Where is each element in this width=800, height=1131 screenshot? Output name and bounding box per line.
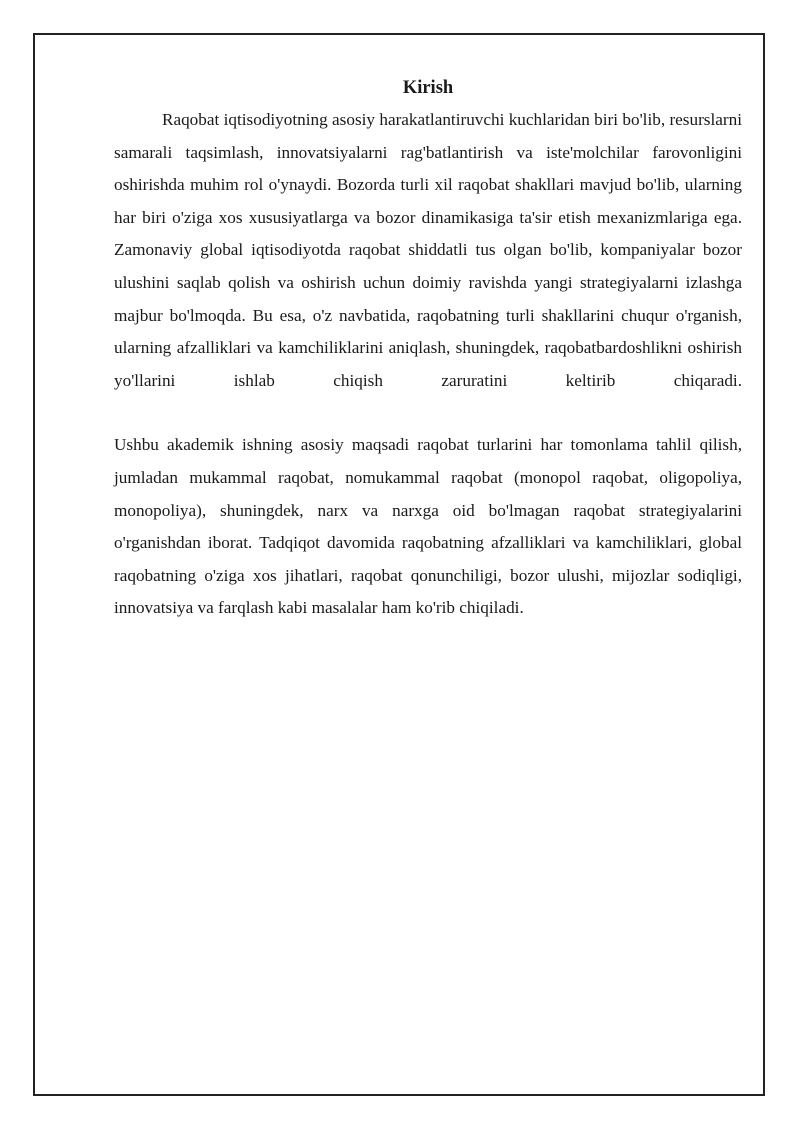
intro-paragraph-1: Raqobat iqtisodiyotning asosiy harakatlantiruvchi kuchlaridan biri bo'lib, resurslarni samarali taqsimlash, innovatsiyalarni rag'batlantirish va iste'molchilar farovonligini oshirishda muhim rol o'ynaydi. Bozorda turli xil raqobat shakllari mavjud bo'lib, ularning har biri o'ziga xos xususiyatlarga va bozor dinamikasiga ta'sir etish mexanizmlariga ega. Zamonaviy global iqtisodiyotda raqobat shiddatli tus olgan bo'lib, kompaniyalar bozor ulushini saqlab qolish va oshirish uchun doimiy ravishda yangi strategiyalarni izlashga majbur bo'lmoqda. Bu esa, o'z navbatida, raqobatning turli shakllarini chuqur o'rganish, ularning afzalliklari va kamchiliklarini aniqlash, shuningdek, raqobatbardoshlikni oshirish yo'llarini ishlab chiqish zaruratini keltirib chiqaradi. xyxy=(114,110,742,390)
intro-paragraph-2: Ushbu akademik ishning asosiy maqsadi raqobat turlarini har tomonlama tahlil qilish, jumladan mukammal raqobat, nomukammal raqobat (monopol raqobat, oligopoliya, monopoliya), shuningdek, narx va narxga oid bo'lmagan raqobat strategiyalarini o'rganishdan iborat. Tadqiqot davomida raqobatning afzalliklari va kamchiliklari, global raqobatning o'ziga xos jihatlari, raqobat qonunchiligi, bozor ulushi, mijozlar sodiqligi, innovatsiya va farqlash kabi masalalar ham ko'rib chiqiladi. xyxy=(114,435,742,618)
document-title: Kirish xyxy=(402,78,454,98)
document-body xyxy=(114,76,742,625)
